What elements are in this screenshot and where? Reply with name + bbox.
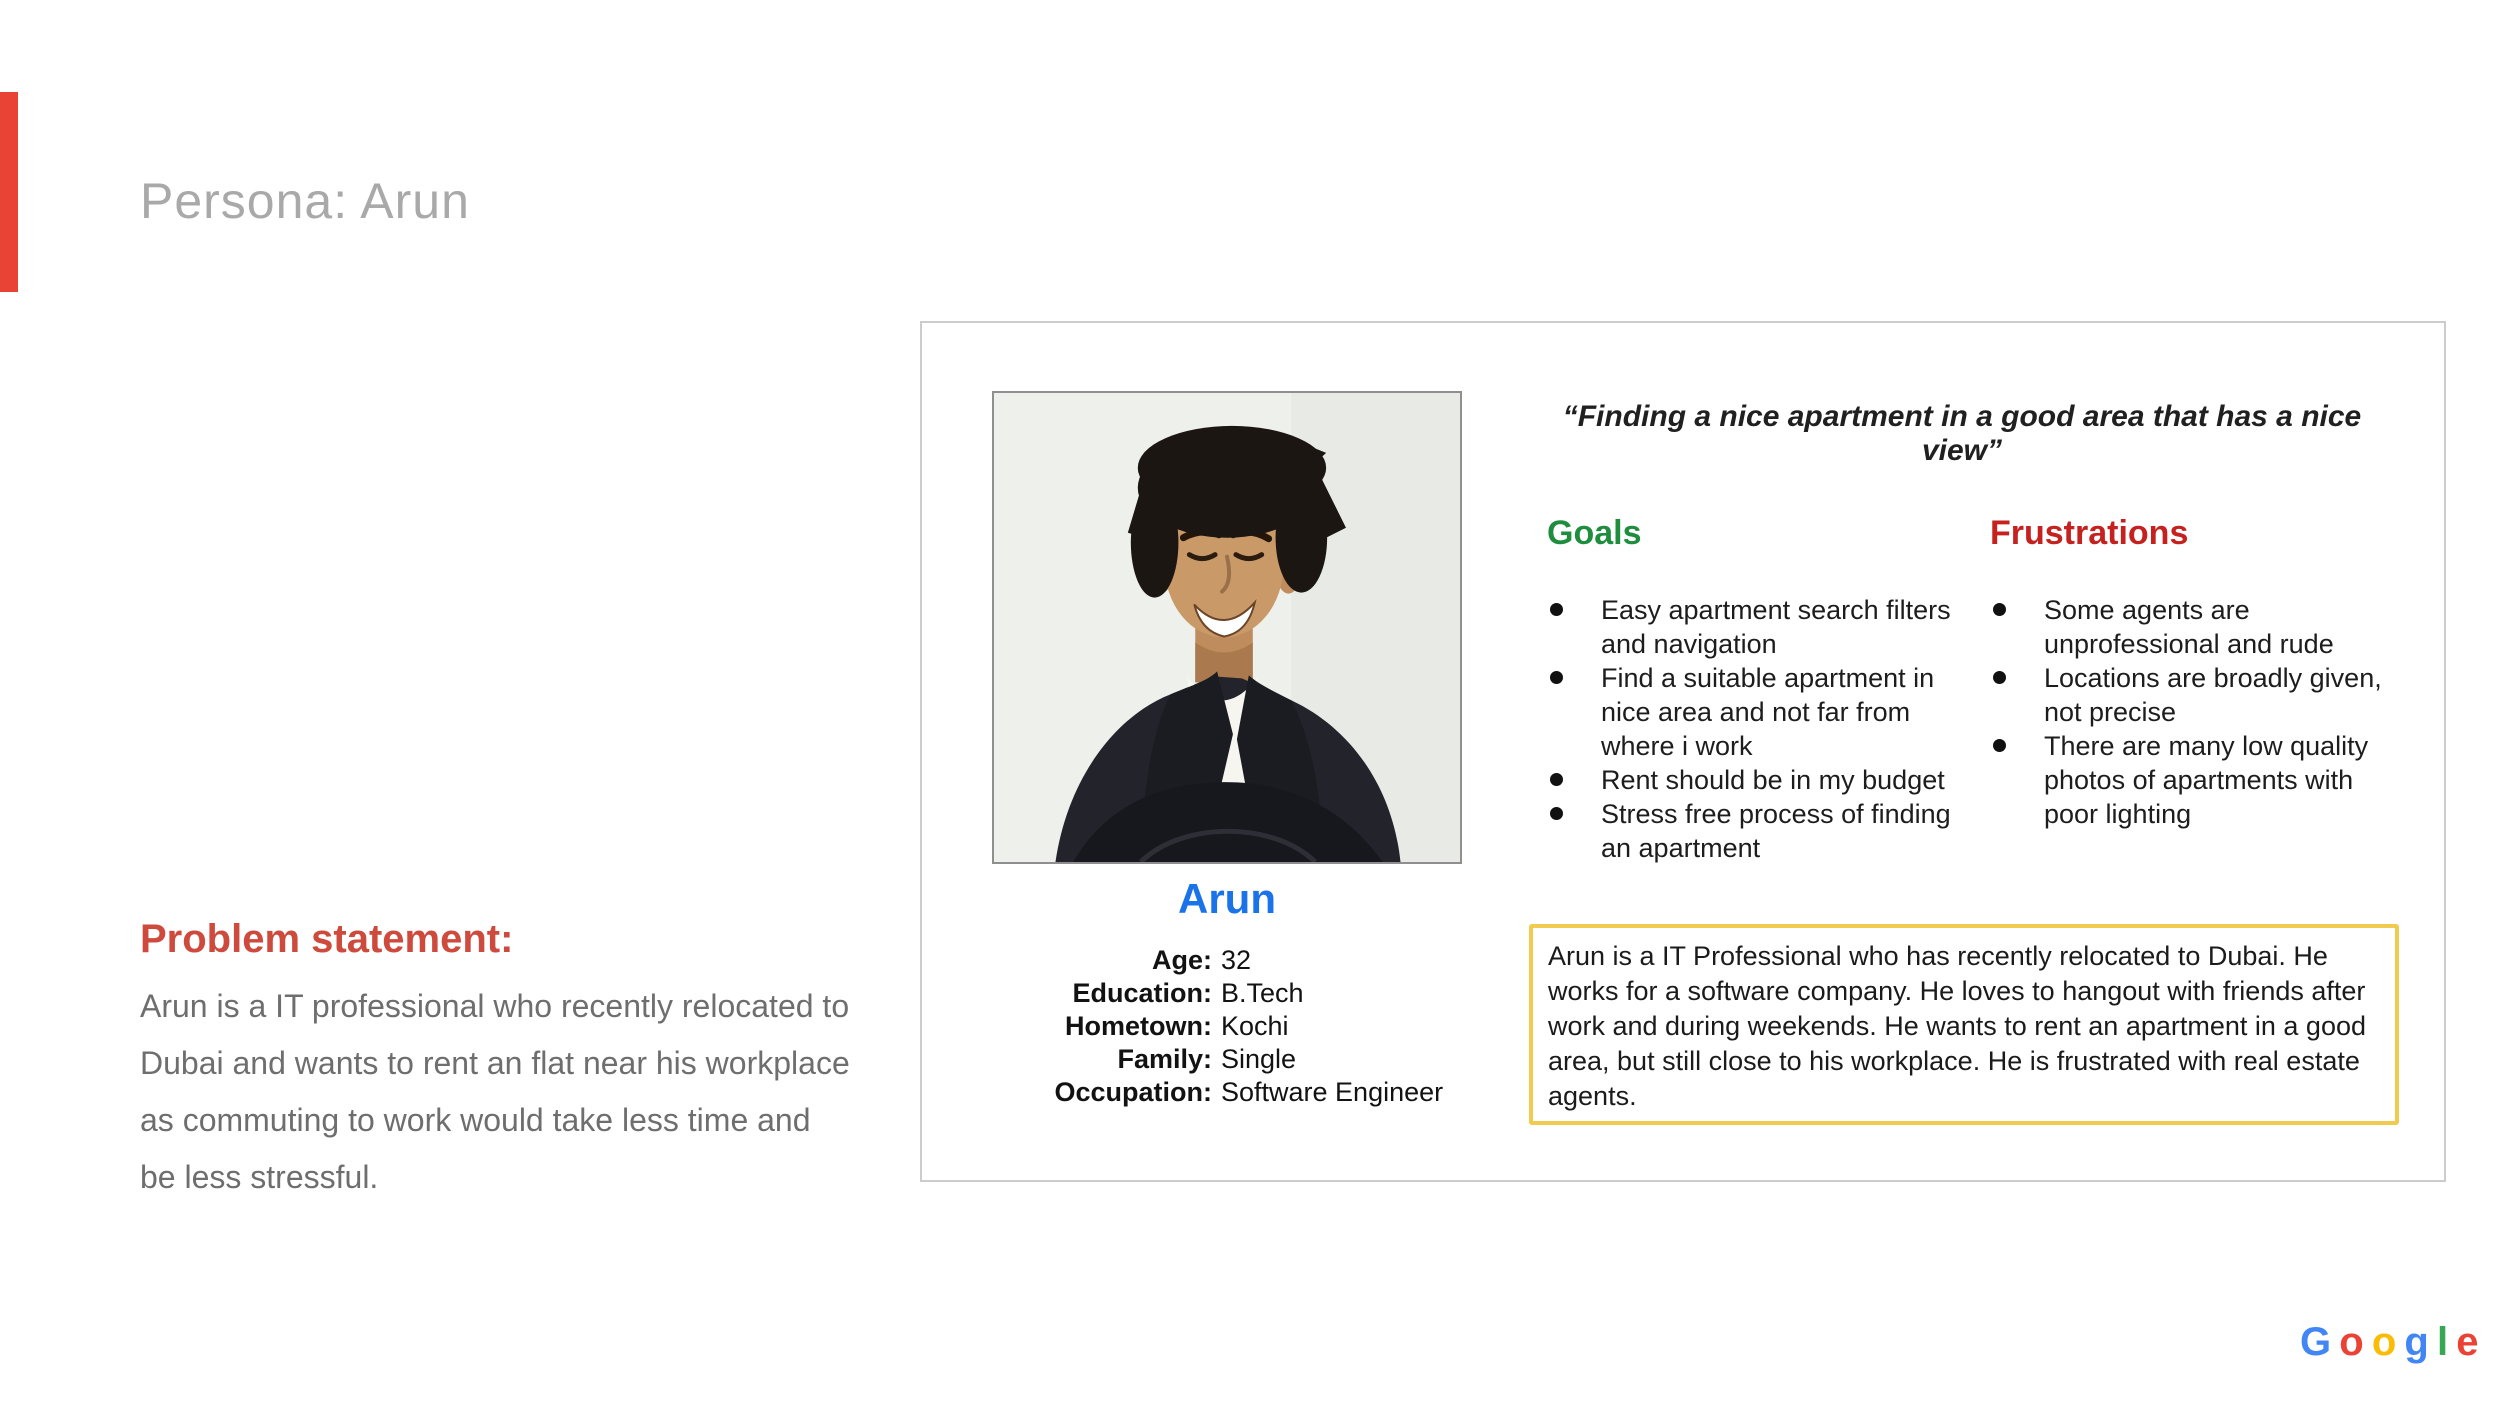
detail-row: [1012, 1076, 1482, 1109]
goal-item: Find a suitable apartment in nice area and not far from where i work: [1547, 661, 1977, 763]
detail-value: 32: [1221, 945, 1252, 975]
summary-text: Arun is a IT Professional who has recently relocated to Dubai. He works for a software company. He loves to hangout with friends after work and during weekends. He wants to rent an apartment in a good area, but still close to his workplace. He is frustrated with real estate agents.: [1548, 941, 2366, 1111]
goals-heading: Goals: [1547, 514, 1642, 552]
logo-letter: o: [2371, 1320, 2395, 1364]
frustrations-list: [1990, 593, 2410, 831]
detail-label: Age:: [1152, 945, 1212, 975]
slide-title: Persona: Arun: [140, 173, 470, 229]
frustration-item: There are many low quality photos of apartments with poor lighting: [1990, 729, 2410, 831]
detail-value: Single: [1221, 1044, 1297, 1074]
detail-row: [1012, 944, 1482, 977]
problem-text: Arun is a IT professional who recently relocated to Dubai and wants to rent an flat near his workplace as commuting to work would take less time and be less stressful.: [140, 988, 850, 1195]
summary-box: [1529, 924, 2399, 1125]
persona-photo: [992, 391, 1462, 864]
persona-name: Arun: [1178, 875, 1276, 922]
goals-section: [1547, 513, 1977, 865]
portrait-illustration: [994, 393, 1460, 862]
detail-row: [1012, 1043, 1482, 1076]
google-logo: [2300, 1320, 2477, 1365]
goal-item: Rent should be in my budget: [1547, 763, 1977, 797]
persona-card: [920, 321, 2446, 1182]
detail-value: Software Engineer: [1221, 1077, 1444, 1107]
logo-letter: o: [2339, 1320, 2363, 1364]
detail-label: Family:: [1117, 1044, 1212, 1074]
problem-statement-block: [140, 916, 850, 1206]
detail-label: Education:: [1072, 978, 1212, 1008]
detail-label: Occupation:: [1054, 1077, 1212, 1107]
persona-details: [1012, 944, 1482, 1109]
detail-row: [1012, 977, 1482, 1010]
goal-item: Stress free process of finding an apartment: [1547, 797, 1977, 865]
problem-heading: Problem statement:: [140, 917, 514, 961]
frustrations-section: [1990, 513, 2410, 831]
detail-value: Kochi: [1221, 1011, 1289, 1041]
logo-letter: e: [2456, 1320, 2477, 1364]
frustrations-heading: Frustrations: [1990, 514, 2189, 552]
detail-label: Hometown:: [1065, 1011, 1212, 1041]
frustration-item: Locations are broadly given, not precise: [1990, 661, 2410, 729]
logo-letter: l: [2436, 1320, 2447, 1364]
detail-row: [1012, 1010, 1482, 1043]
goals-list: [1547, 593, 1977, 865]
logo-letter: g: [2404, 1320, 2428, 1364]
logo-letter: G: [2300, 1320, 2330, 1364]
goal-item: Easy apartment search filters and navigation: [1547, 593, 1977, 661]
persona-quote: “Finding a nice apartment in a good area that has a nice view”: [1562, 400, 2362, 467]
detail-value: B.Tech: [1221, 978, 1304, 1008]
frustration-item: Some agents are unprofessional and rude: [1990, 593, 2410, 661]
accent-bar: [0, 92, 18, 292]
